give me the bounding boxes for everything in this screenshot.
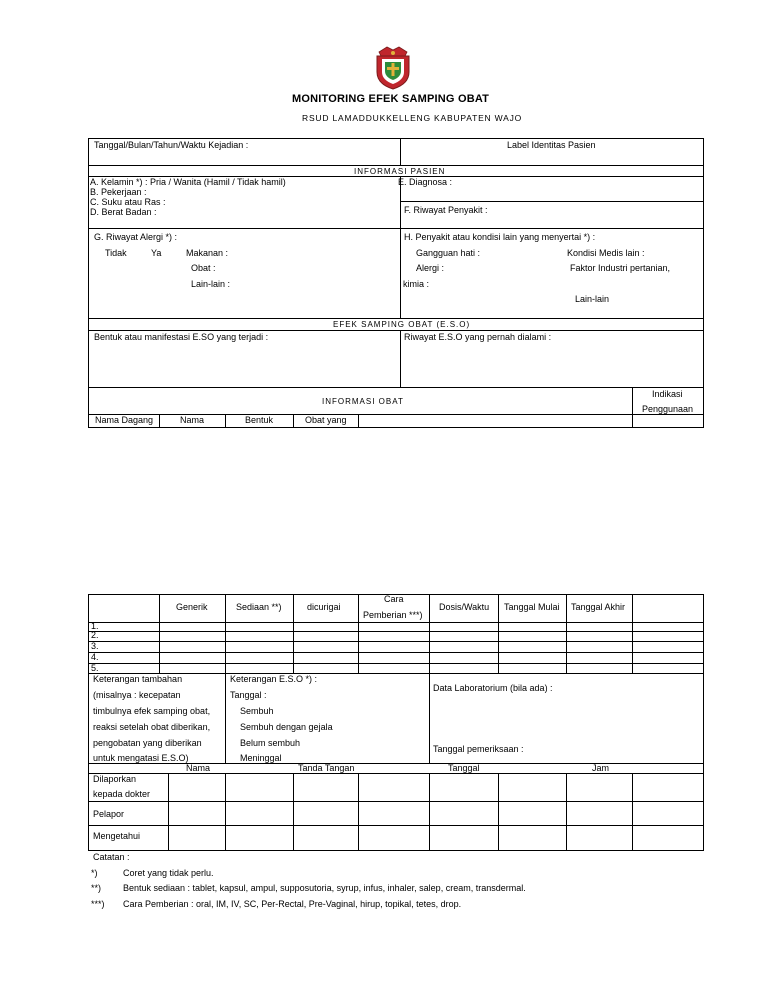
row-reported-1: Dilaporkan [93,774,137,784]
col-trade-name: Nama Dagang [95,415,154,425]
row-acknowledged: Mengetahui [93,831,141,841]
indication-label-1: Indikasi [652,389,683,399]
footnote-text: Bentuk sediaan : tablet, kapsul, ampul, supposutoria, syrup, infus, inhaler, salep, cream, transdermal. [123,883,526,893]
extra-notes-line: reaksi setelah obat diberikan, [93,722,211,732]
hospital-crest-icon [373,44,413,90]
row-number: 3. [91,641,99,651]
food-allergy-field: Makanan : [186,248,229,258]
eso-manifestation-field: Bentuk atau manifestasi E.SO yang terjadi : [94,332,269,342]
footnote-text: Coret yang tidak perlu. [123,868,214,878]
eso-history-field: Riwayat E.S.O yang pernah dialami : [404,332,552,342]
drug-allergy-field: Obat : [191,263,216,273]
liver-disorder-field: Gangguan hati : [416,248,481,258]
disease-history-field: F. Riwayat Penyakit : [404,205,488,215]
row-reported-2: kepada dokter [93,789,151,799]
sex-field: A. Kelamin *) : Pria / Wanita (Hamil / Tidak hamil) [90,177,286,187]
sign-col-date: Tanggal [448,763,480,773]
outcome-recovered: Sembuh [240,706,274,716]
row-number: 5. [91,663,99,673]
event-date-label: Tanggal/Bulan/Tahun/Waktu Kejadian : [94,140,249,150]
outcome-recovered-symptoms: Sembuh dengan gejala [240,722,333,732]
eso-note-label: Keterangan E.S.O *) : [230,674,318,684]
exam-date-field: Tanggal pemeriksaan : [433,744,524,754]
sign-col-name: Nama [186,763,211,773]
sign-col-signature: Tanda Tangan [298,763,355,773]
footnote-marker: *) [91,868,98,878]
col-route-2: Pemberian ***) [363,610,423,620]
col-generic: Generik [176,602,208,612]
chemical-field: kimia : [403,279,430,289]
allergy-yes-option: Ya [151,248,162,258]
extra-notes-line: (misalnya : kecepatan [93,690,181,700]
row-reporter: Pelapor [93,809,125,819]
col-form: Bentuk [245,415,274,425]
industrial-factor-field: Faktor Industri pertanian, [570,263,671,273]
eso-date-field: Tanggal : [230,690,267,700]
footnote-marker: **) [91,883,102,893]
row-number: 4. [91,652,99,662]
row-number: 1. [91,621,99,631]
other-medical-field: Kondisi Medis lain : [567,248,645,258]
tribe-field: C. Suku atau Ras : [90,197,166,207]
extra-notes-line: Keterangan tambahan [93,674,183,684]
allergy-no-option: Tidak [105,248,127,258]
outcome-died: Meninggal [240,753,282,763]
extra-notes-line: untuk mengatasi E.S.O) [93,753,189,763]
sign-col-time: Jam [592,763,610,773]
col-start-date: Tanggal Mulai [504,602,560,612]
section-patient-info: INFORMASI PASIEN [354,167,446,176]
col-suspect: Obat yang [305,415,347,425]
notes-title: Catatan : [93,852,130,862]
lab-data-field: Data Laboratorium (bila ada) : [433,683,553,693]
row-number: 2. [91,630,99,640]
page-title: MONITORING EFEK SAMPING OBAT [292,93,490,105]
extra-notes-line: timbulnya efek samping obat, [93,706,211,716]
footnote-marker: ***) [91,899,105,909]
patient-id-label: Label Identitas Pasien [507,140,596,150]
indication-label-2: Penggunaan [642,404,694,414]
allergy-condition-field: Alergi : [416,263,445,273]
extra-notes-line: pengobatan yang diberikan [93,738,202,748]
col-suspected: dicurigai [307,602,341,612]
other-conditions-label: H. Penyakit atau kondisi lain yang menyertai *) : [404,232,596,242]
col-dosage-form: Sediaan **) [236,602,282,612]
job-field: B. Pekerjaan : [90,187,147,197]
col-route-1: Cara [384,594,404,604]
allergy-history-label: G. Riwayat Alergi *) : [94,232,178,242]
section-drug-info: INFORMASI OBAT [322,397,404,406]
col-end-date: Tanggal Akhir [571,602,626,612]
hospital-name: RSUD LAMADDUKKELLENG KABUPATEN WAJO [302,113,523,123]
col-dose-time: Dosis/Waktu [439,602,490,612]
diagnosis-field: E. Diagnosa : [398,177,453,187]
footnote-text: Cara Pemberian : oral, IM, IV, SC, Per-Rectal, Pre-Vaginal, hirup, topikal, tetes, drop. [123,899,462,909]
other-condition-field: Lain-lain [575,294,610,304]
outcome-not-recovered: Belum sembuh [240,738,301,748]
weight-field: D. Berat Badan : [90,207,157,217]
other-allergy-field: Lain-lain : [191,279,231,289]
col-name: Nama [180,415,205,425]
section-eso: EFEK SAMPING OBAT (E.S.O) [333,320,471,329]
